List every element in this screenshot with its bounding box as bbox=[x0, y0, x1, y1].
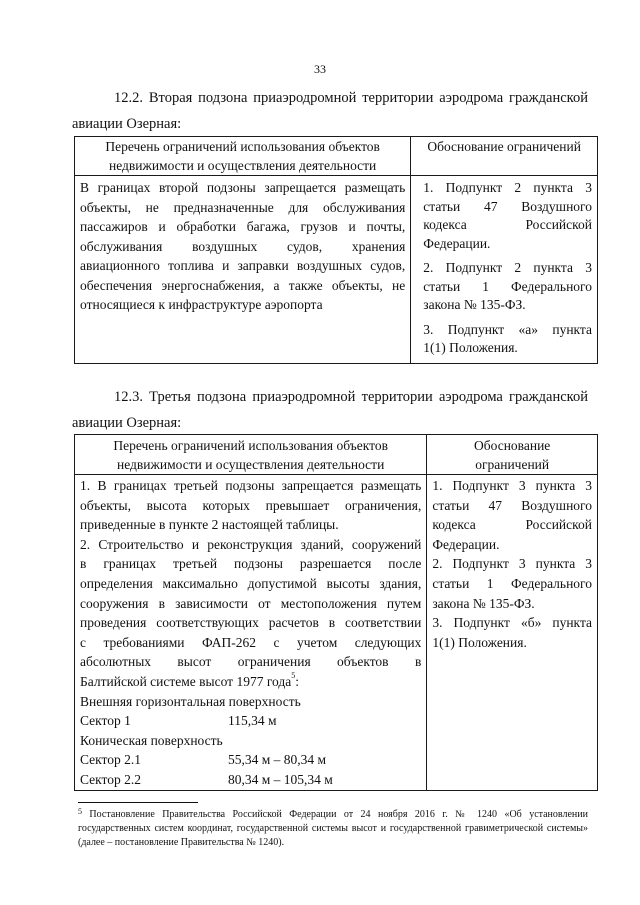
basis-item: 1. Подпункт 3 пункта 3 статьи 47 Воздушного кодекса Российской Федерации. bbox=[432, 478, 592, 552]
footnote-ref: 5 bbox=[291, 670, 296, 680]
basis-item: 2. Подпункт 3 пункта 3 статьи 1 Федерального закона № 135-ФЗ. bbox=[432, 556, 592, 611]
heading-line: 12.3. Третья подзона приаэродромной территории аэродрома гражданской bbox=[114, 389, 588, 405]
table-header-restrictions: Перечень ограничений использования объектов недвижимости и осуществления деятельности bbox=[75, 435, 427, 475]
heading-line: 12.2. Вторая подзона приаэродромной территории аэродрома гражданской bbox=[114, 90, 588, 106]
basis-item: 3. Подпункт «а» пункта 1(1) Положения. bbox=[423, 321, 592, 355]
restrictions-cell: В границах второй подзоны запрещается размещать объекты, не предназначенные для обслуживания пассажиров и обработки багажа, грузов и почты, обслуживания воздушных судов, хранения авиационного топлива и заправки воздушных судов, обеспечения энергоснабжения, а также объекты, не относящиеся к инфраструктуре аэропорта bbox=[75, 176, 411, 364]
footnote-number: 5 bbox=[78, 807, 82, 816]
basis-cell bbox=[411, 176, 598, 364]
table-header-restrictions: Перечень ограничений использования объектов недвижимости и осуществления деятельности bbox=[75, 137, 411, 176]
restrictions-cell: 1. В границах третьей подзоны запрещается размещать объекты, высота которых превышает ограничения, приведенные в пункте 2 настоящей таблицы. 2. Строительство и реконструкция зданий, сооружений в границах третьей подзоны разрешается после определения максимально допустимой высоты здания, сооружения в зависимости от местоположения путем проведения соответствующих расчетов в соответствии с требованиями ФАП-262 с учетом следующих абсолютных высот ограничения объектов в Балтийской системе высот 1977 года$^5$: Внешняя горизонтальная поверхность Сектор 1 115,34 м Коническая поверхность Сектор 2.1 55,34 м – 80,34 м Сектор 2.2 80,34 м – 105,34 м bbox=[75, 475, 427, 791]
conical-surface-label: Коническая поверхность bbox=[80, 732, 223, 748]
table-header-basis: Обоснование ограничений bbox=[411, 137, 598, 176]
basis-item: 3. Подпункт «б» пункта 1(1) Положения. bbox=[432, 615, 592, 650]
heading-line: авиации Озерная: bbox=[72, 415, 182, 431]
basis-item: 1. Подпункт 2 пункта 3 статьи 47 Воздушного кодекса Российской Федерации. bbox=[423, 180, 592, 251]
footnote: $^5$ Постановление Правительства Российской Федерации от 24 ноября 2016 г. № 1240 «Об установлении государственных систем координат, государственной системы высот и государственной гравиметрической системы» (далее – постановление Правительства № 1240). bbox=[78, 807, 588, 848]
basis-cell bbox=[427, 475, 598, 791]
footnote-divider bbox=[78, 802, 198, 803]
sector-row: Сектор 2.2 80,34 м – 105,34 м bbox=[80, 771, 333, 787]
table-zone-2 bbox=[74, 136, 598, 364]
section-12-2-heading bbox=[72, 85, 588, 137]
table-zone-3 bbox=[74, 434, 598, 791]
table-header-basis: Обоснование ограничений bbox=[427, 435, 598, 475]
outer-surface-label: Внешняя горизонтальная поверхность bbox=[80, 693, 301, 709]
section-12-3-heading bbox=[72, 384, 588, 436]
basis-item: 2. Подпункт 2 пункта 3 статьи 1 Федерального закона № 135-ФЗ. bbox=[423, 260, 592, 312]
sector-row: Сектор 1 115,34 м bbox=[80, 713, 277, 729]
page-number: 33 bbox=[314, 62, 326, 76]
heading-line: авиации Озерная: bbox=[72, 116, 182, 132]
sector-row: Сектор 2.1 55,34 м – 80,34 м bbox=[80, 752, 327, 768]
